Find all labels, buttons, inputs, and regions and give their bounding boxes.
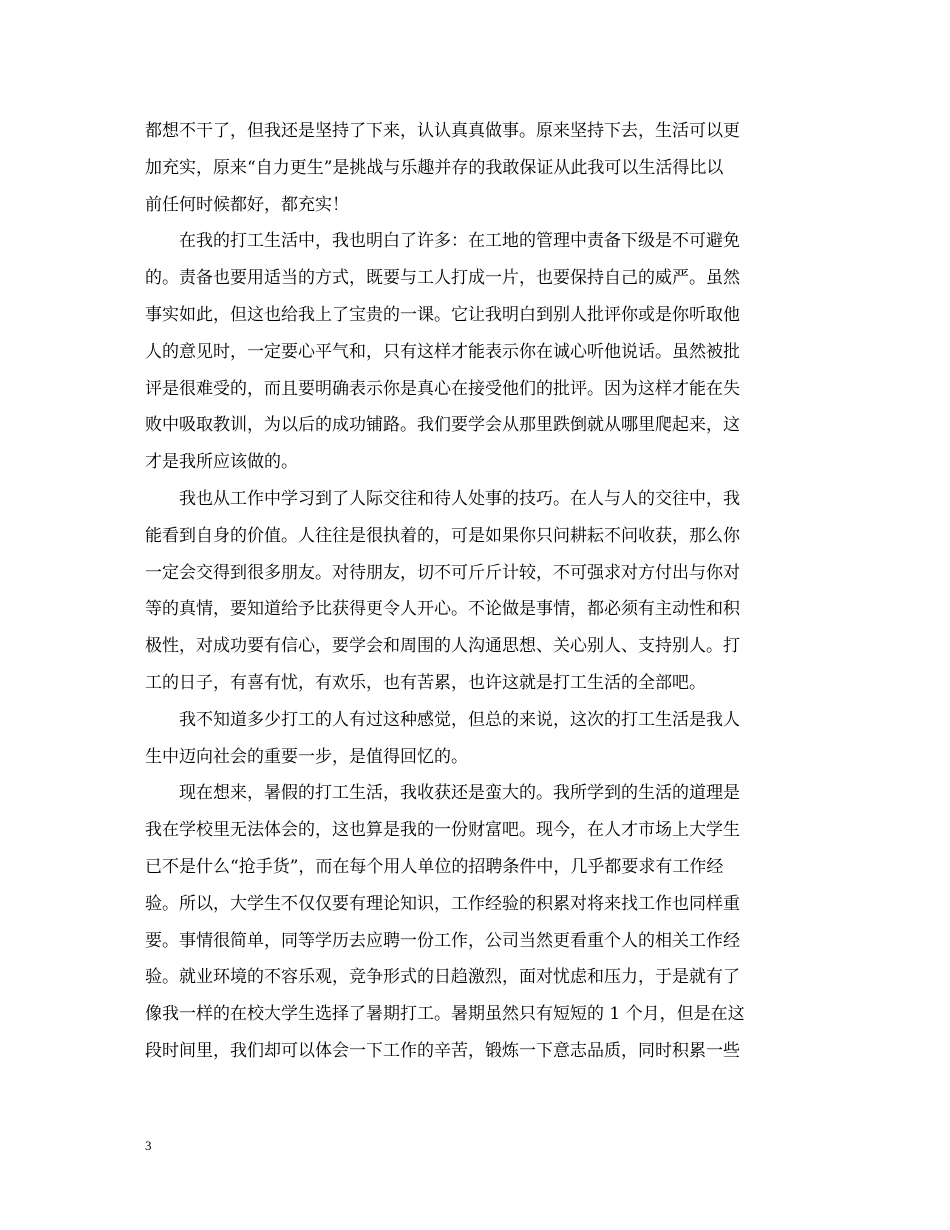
text-line: 的。责备也要用适当的方式，既要与工人打成一片，也要保持自己的威严。虽然 <box>145 268 740 289</box>
text-line: 事实如此，但这也给我上了宝贵的一课。它让我明白到别人批评你或是你听取他 <box>145 304 740 325</box>
text-line: 能看到自身的价值。人往往是很执着的，可是如果你只问耕耘不问收获，那么你 <box>145 525 740 546</box>
text-line: 在我的打工生活中，我也明白了许多：在工地的管理中责备下级是不可避免 <box>145 231 740 252</box>
text-line: 我不知道多少打工的人有过这种感觉，但总的来说，这次的打工生活是我人 <box>145 709 740 730</box>
text-line: 生中迈向社会的重要一步，是值得回忆的。 <box>145 746 468 767</box>
text-line: 人的意见时，一定要心平气和，只有这样才能表示你在诚心听他说话。虽然被批 <box>145 341 740 362</box>
text-line: 等的真情，要知道给予比获得更令人开心。不论做是事情，都必须有主动性和积 <box>145 599 740 620</box>
text-line: 现在想来，暑假的打工生活，我收获还是蛮大的。我所学到的生活的道理是 <box>145 783 740 804</box>
text-line: 加充实，原来“自力更生”是挑战与乐趣并存的我敢保证从此我可以生活得比以 <box>145 157 724 178</box>
text-line: 才是我所应该做的。 <box>145 452 298 473</box>
text-line: 都想不干了，但我还是坚持了下来，认认真真做事。原来坚持下去，生活可以更 <box>145 121 740 141</box>
text-line: 已不是什么“抢手货”，而在每个用人单位的招聘条件中，几乎都要求有工作经 <box>145 856 724 877</box>
text-line: 评是很难受的，而且要明确表示你是真心在接受他们的批评。因为这样才能在失 <box>145 378 740 399</box>
text-line: 像我一样的在校大学生选择了暑期打工。暑期虽然只有短短的 1 个月，但是在这 <box>145 1004 745 1025</box>
text-line: 我在学校里无法体会的，这也算是我的一份财富吧。现今，在人才市场上大学生 <box>145 820 740 841</box>
text-line: 我也从工作中学习到了人际交往和待人处事的技巧。在人与人的交往中，我 <box>145 488 740 509</box>
text-line: 工的日子，有喜有忧，有欢乐，也有苦累，也许这就是打工生活的全部吧。 <box>145 672 706 693</box>
text-line: 一定会交得到很多朋友。对待朋友，切不可斤斤计较，不可强求对方付出与你对 <box>145 562 740 583</box>
text-line: 段时间里，我们却可以体会一下工作的辛苦，锻炼一下意志品质，同时积累一些 <box>145 1040 740 1061</box>
body-text <box>145 113 805 1070</box>
text-line: 败中吸取教训，为以后的成功铺路。我们要学会从那里跌倒就从哪里爬起来，这 <box>145 415 740 436</box>
text-line: 要。事情很简单，同等学历去应聘一份工作，公司当然更看重个人的相关工作经 <box>145 930 740 951</box>
text-line: 验。所以，大学生不仅仅要有理论知识，工作经验的积累对将来找工作也同样重 <box>145 893 740 914</box>
page-number: 3 <box>145 1138 152 1153</box>
text-line: 验。就业环境的不容乐观，竞争形式的日趋激烈，面对忧虑和压力，于是就有了 <box>145 967 740 988</box>
text-line: 前任何时候都好，都充实！ <box>145 194 349 215</box>
text-line: 极性，对成功要有信心，要学会和周围的人沟通思想、关心别人、支持别人。打 <box>145 636 740 657</box>
